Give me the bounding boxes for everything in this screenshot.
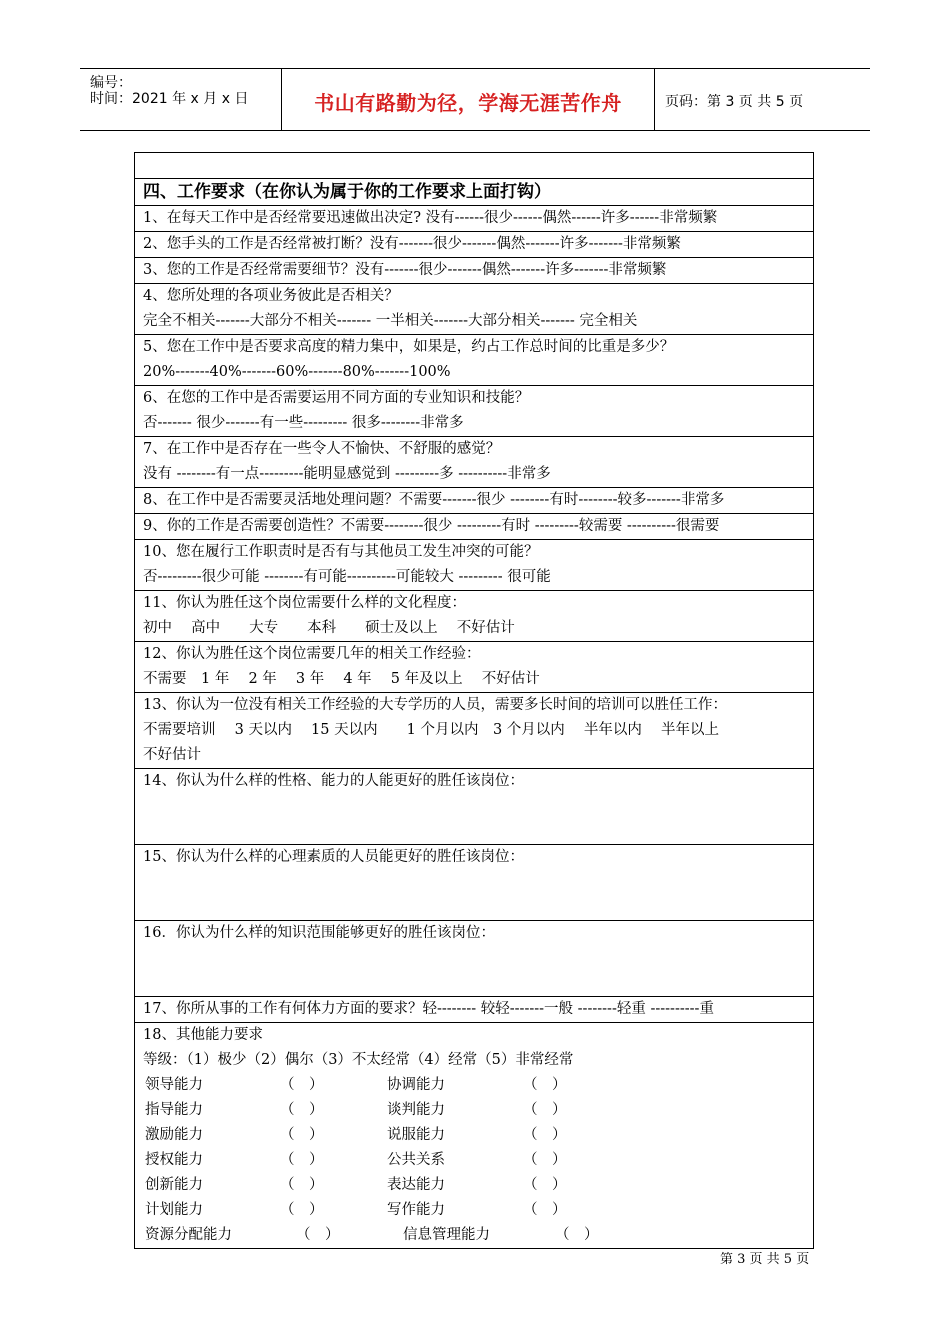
ability-bracket[interactable]: （ ） bbox=[280, 1177, 324, 1193]
ability-label: 领导能力 bbox=[145, 1077, 203, 1093]
question-18-title: 18、其他能力要求 bbox=[143, 1027, 263, 1043]
ability-bracket[interactable]: （ ） bbox=[523, 1077, 567, 1093]
question-14[interactable] bbox=[134, 769, 814, 845]
ability-bracket[interactable]: （ ） bbox=[523, 1102, 567, 1118]
question-13-text: 13、你认为一位没有相关工作经验的大专学历的人员，需要多长时间的培训可以胜任工作： bbox=[143, 697, 727, 713]
question-13[interactable] bbox=[134, 693, 814, 769]
question-11-text: 11、你认为胜任这个岗位需要什么样的文化程度： bbox=[143, 595, 466, 611]
ability-bracket[interactable]: （ ） bbox=[280, 1127, 324, 1143]
header-left-cell bbox=[80, 69, 282, 130]
ability-bracket[interactable]: （ ） bbox=[523, 1202, 567, 1218]
question-11[interactable] bbox=[134, 591, 814, 642]
question-6-text: 6、在您的工作中是否需要运用不同方面的专业知识和技能？ bbox=[143, 390, 530, 406]
header-page-number: 页码：第 3 页 共 5 页 bbox=[665, 94, 804, 110]
ability-label: 谈判能力 bbox=[387, 1102, 445, 1118]
ability-bracket[interactable]: （ ） bbox=[523, 1152, 567, 1168]
question-4[interactable] bbox=[134, 284, 814, 335]
question-18-scale: 等级：（1）极少（2）偶尔（3）不太经常（4）经常（5）非常经常 bbox=[143, 1052, 574, 1068]
question-3[interactable]: 3、您的工作是否经常需要细节？没有-------很少-------偶然-------许多-------非常频繁 bbox=[134, 258, 814, 284]
document-number-label: 编号： bbox=[90, 75, 132, 91]
question-11-options[interactable]: 初中 高中 大专 本科 硕士及以上 不好估计 bbox=[143, 620, 515, 636]
ability-bracket[interactable]: （ ） bbox=[280, 1102, 324, 1118]
question-10-options[interactable]: 否---------很少可能 --------有可能----------可能较大 --------- 很可能 bbox=[143, 569, 551, 585]
document-date-label: 时间：2021 年 x 月 x 日 bbox=[90, 91, 249, 107]
ability-bracket[interactable]: （ ） bbox=[555, 1227, 599, 1243]
job-requirements-form bbox=[134, 152, 814, 1249]
question-16[interactable] bbox=[134, 921, 814, 997]
question-17[interactable]: 17、你所从事的工作有何体力方面的要求？轻-------- 较轻-------一般 --------轻重 ----------重 bbox=[134, 997, 814, 1023]
ability-label: 说服能力 bbox=[387, 1127, 445, 1143]
empty-top-row bbox=[134, 152, 814, 179]
question-6[interactable] bbox=[134, 386, 814, 437]
ability-bracket[interactable]: （ ） bbox=[280, 1202, 324, 1218]
question-15[interactable] bbox=[134, 845, 814, 921]
page-footer: 第 3 页 共 5 页 bbox=[720, 1252, 810, 1267]
question-4-text: 4、您所处理的各项业务彼此是否相关？ bbox=[143, 288, 399, 304]
ability-grid bbox=[143, 1073, 805, 1248]
ability-label: 公共关系 bbox=[387, 1152, 445, 1168]
question-10[interactable] bbox=[134, 540, 814, 591]
ability-label: 激励能力 bbox=[145, 1127, 203, 1143]
ability-bracket[interactable]: （ ） bbox=[523, 1177, 567, 1193]
question-1[interactable]: 1、在每天工作中是否经常要迅速做出决定? 没有------很少------偶然------许多------非常频繁 bbox=[134, 206, 814, 232]
ability-label: 计划能力 bbox=[145, 1202, 203, 1218]
question-12-options[interactable]: 不需要 1 年 2 年 3 年 4 年 5 年及以上 不好估计 bbox=[143, 671, 540, 687]
ability-bracket[interactable]: （ ） bbox=[280, 1152, 324, 1168]
question-4-options[interactable]: 完全不相关-------大部分不相关------- 一半相关-------大部分相关------- 完全相关 bbox=[143, 313, 638, 329]
question-5-text: 5、您在工作中是否要求高度的精力集中，如果是，约占工作总时间的比重是多少？ bbox=[143, 339, 675, 355]
ability-label: 写作能力 bbox=[387, 1202, 445, 1218]
header-right-cell bbox=[655, 69, 870, 130]
ability-bracket[interactable]: （ ） bbox=[296, 1227, 340, 1243]
question-16-text: 16．你认为什么样的知识范围能够更好的胜任该岗位： bbox=[143, 925, 495, 941]
question-6-options[interactable]: 否------- 很少-------有一些--------- 很多--------非常多 bbox=[143, 415, 464, 431]
question-13-options[interactable]: 不需要培训 3 天以内 15 天以内 1 个月以内 3 个月以内 半年以内 半年以上 bbox=[143, 722, 719, 738]
question-5[interactable] bbox=[134, 335, 814, 386]
question-12[interactable] bbox=[134, 642, 814, 693]
question-14-text: 14、你认为什么样的性格、能力的人能更好的胜任该岗位： bbox=[143, 773, 524, 789]
header-center-cell bbox=[282, 69, 655, 130]
header-motto: 书山有路勤为径，学海无涯苦作舟 bbox=[314, 91, 622, 115]
question-12-text: 12、你认为胜任这个岗位需要几年的相关工作经验： bbox=[143, 646, 481, 662]
question-8[interactable]: 8、在工作中是否需要灵活地处理问题？不需要-------很少 --------有时--------较多-------非常多 bbox=[134, 488, 814, 514]
ability-label: 表达能力 bbox=[387, 1177, 445, 1193]
ability-bracket[interactable]: （ ） bbox=[280, 1077, 324, 1093]
question-2[interactable]: 2、您手头的工作是否经常被打断？没有-------很少-------偶然-------许多-------非常频繁 bbox=[134, 232, 814, 258]
question-5-options[interactable]: 20%-------40%-------60%-------80%-------100% bbox=[143, 364, 451, 380]
question-15-text: 15、你认为什么样的心理素质的人员能更好的胜任该岗位： bbox=[143, 849, 524, 865]
question-9[interactable]: 9、你的工作是否需要创造性？不需要--------很少 ---------有时 ---------较需要 ----------很需要 bbox=[134, 514, 814, 540]
page-header bbox=[80, 68, 870, 131]
question-7-options[interactable]: 没有 --------有一点---------能明显感觉到 ---------多 ----------非常多 bbox=[143, 466, 551, 482]
question-18 bbox=[134, 1023, 814, 1249]
ability-label: 指导能力 bbox=[145, 1102, 203, 1118]
question-13-options-extra[interactable]: 不好估计 bbox=[143, 747, 201, 763]
ability-label: 授权能力 bbox=[145, 1152, 203, 1168]
ability-label: 协调能力 bbox=[387, 1077, 445, 1093]
ability-label: 创新能力 bbox=[145, 1177, 203, 1193]
ability-label: 资源分配能力 bbox=[145, 1227, 232, 1243]
ability-bracket[interactable]: （ ） bbox=[523, 1127, 567, 1143]
section-title: 四、工作要求（在你认为属于你的工作要求上面打钩） bbox=[134, 179, 814, 206]
question-7-text: 7、在工作中是否存在一些令人不愉快、不舒服的感觉？ bbox=[143, 441, 501, 457]
ability-label: 信息管理能力 bbox=[403, 1227, 490, 1243]
question-7[interactable] bbox=[134, 437, 814, 488]
question-10-text: 10、您在履行工作职责时是否有与其他员工发生冲突的可能？ bbox=[143, 544, 539, 560]
